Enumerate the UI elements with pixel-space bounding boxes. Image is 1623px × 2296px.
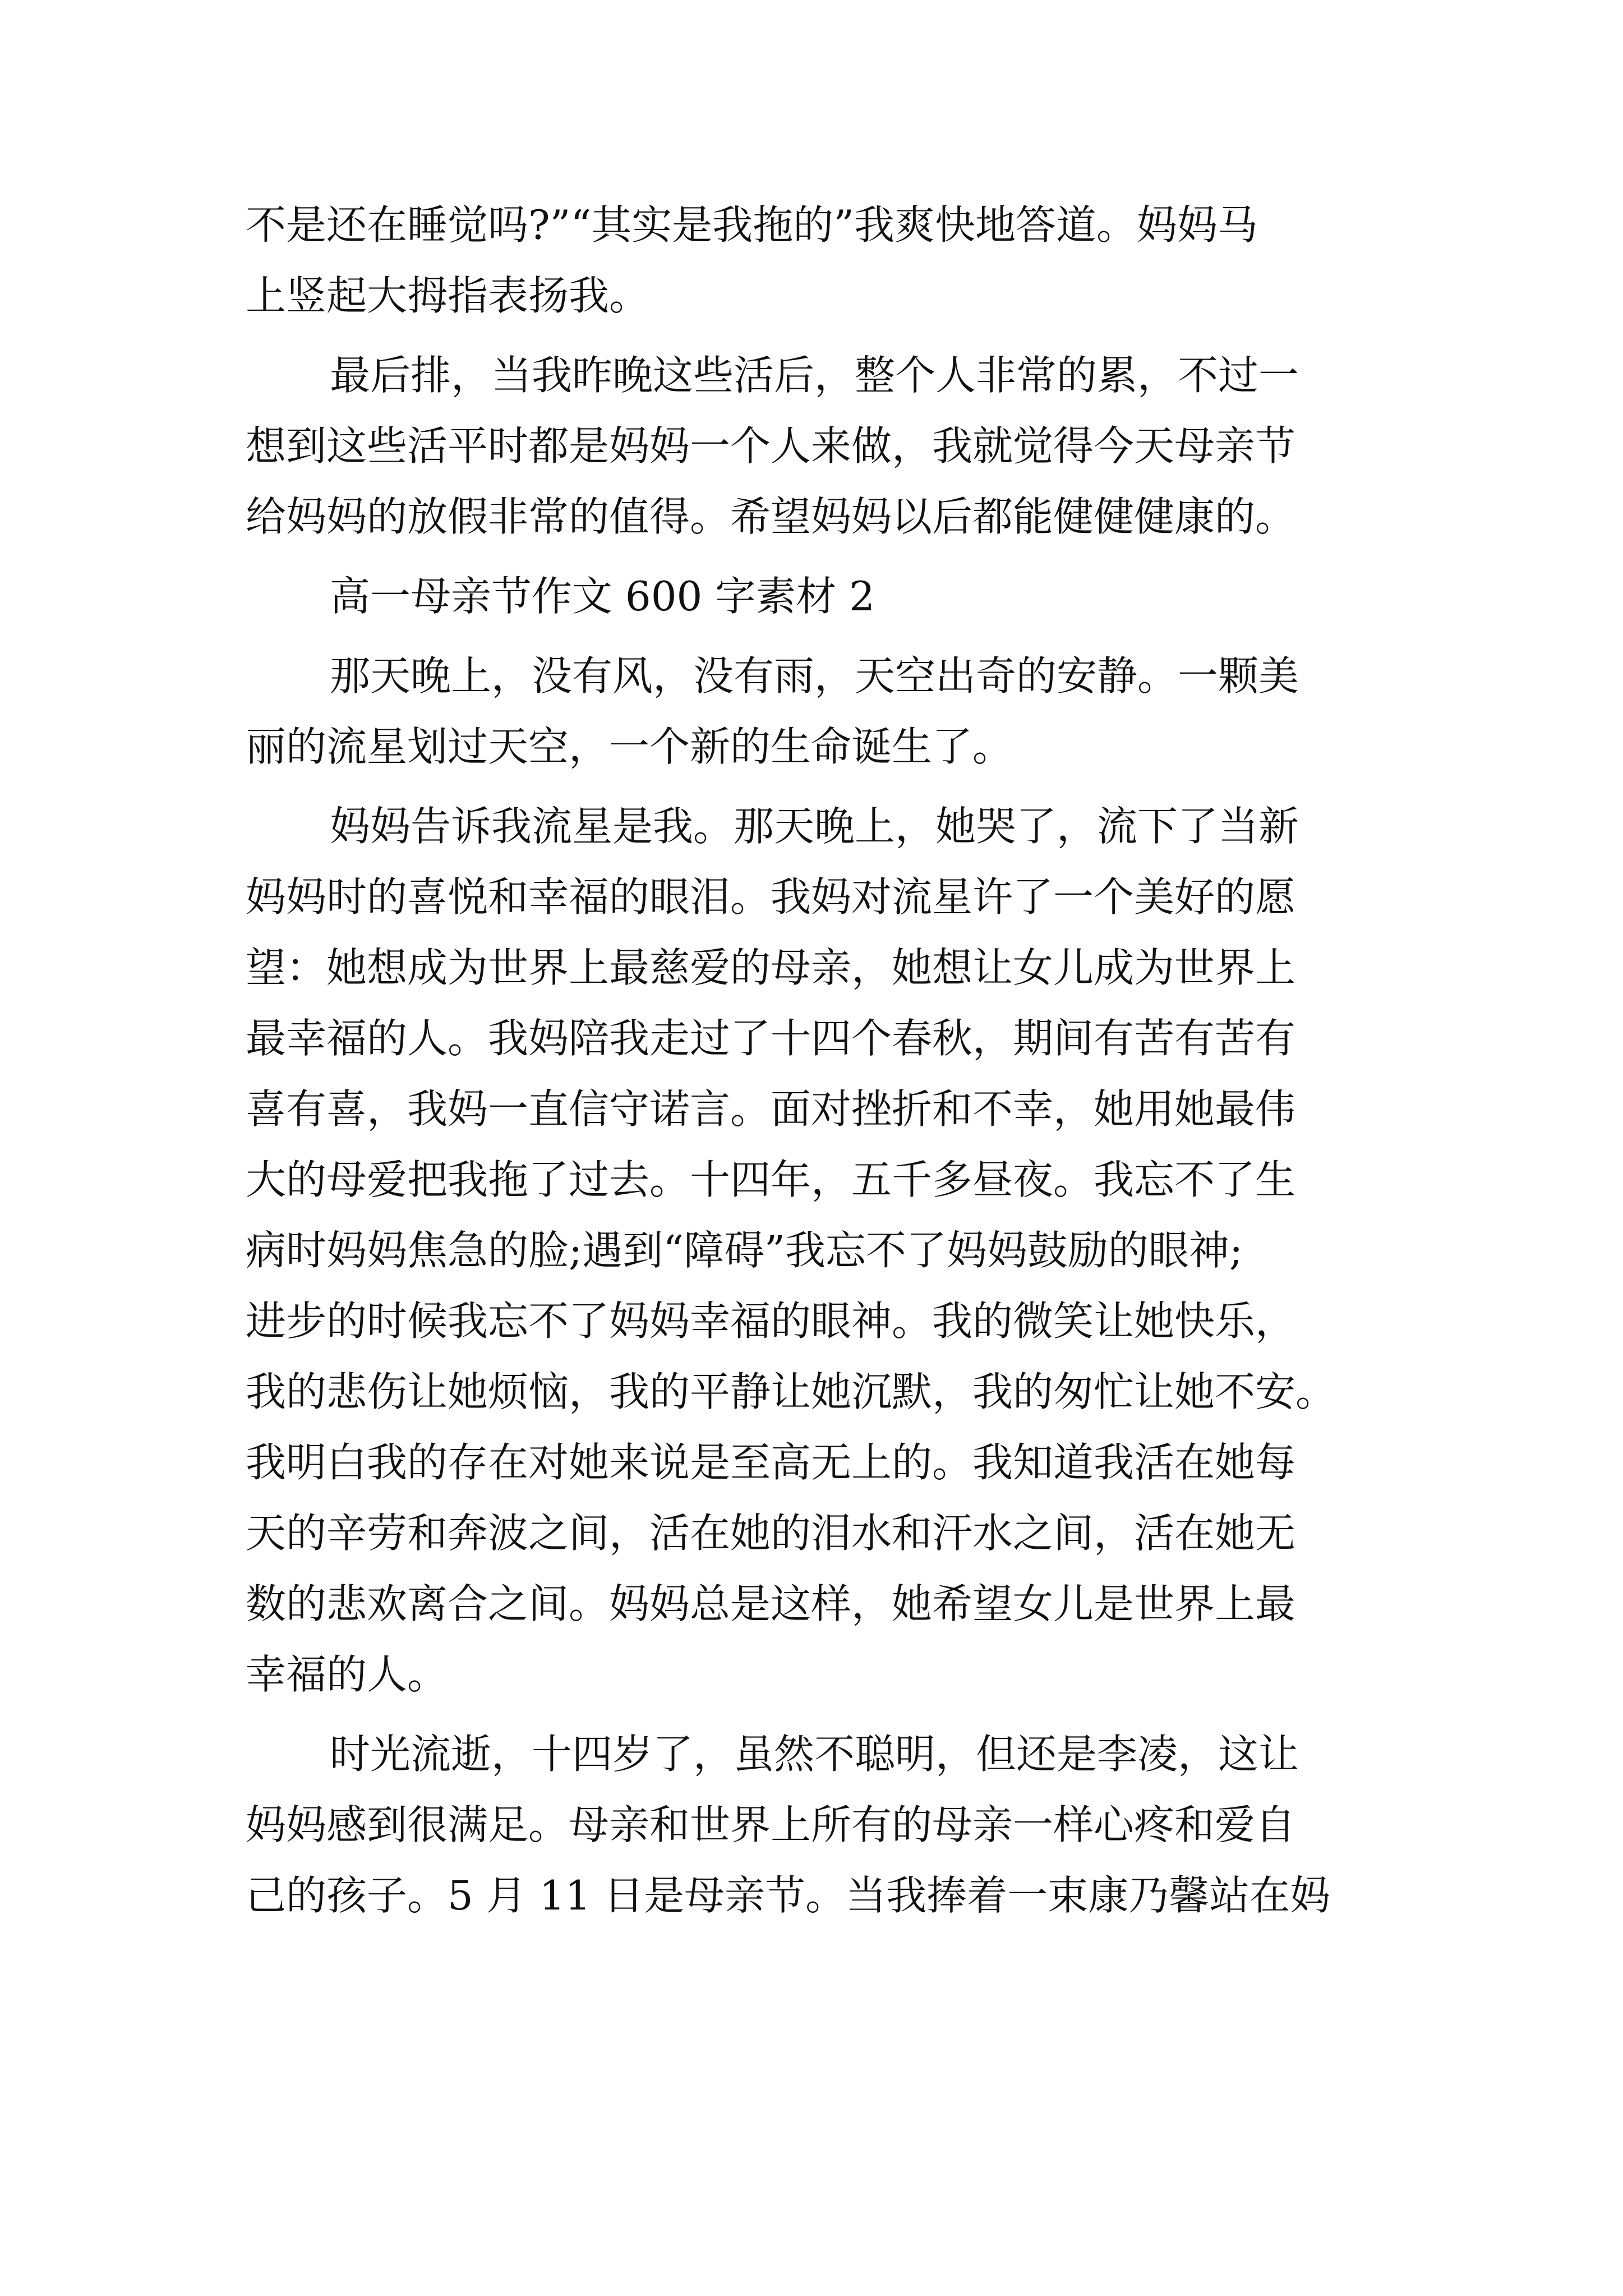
paragraph-line: 幸福的人。: [246, 1651, 448, 1698]
paragraph-line: 给妈妈的放假非常的值得。希望妈妈以后都能健健健康的。: [246, 493, 1296, 540]
document-body: [246, 190, 1384, 1931]
paragraph-line: 我明白我的存在对她来说是至高无上的。我知道我活在她每: [246, 1439, 1296, 1486]
paragraph-line: 妈妈感到很满足。母亲和世界上所有的母亲一样心疼和爱自: [246, 1801, 1296, 1848]
paragraph-line: 上竖起大拇指表扬我。: [246, 272, 650, 319]
paragraph-line: 己的孩子。5 月 11 日是母亲节。当我捧着一束康乃馨站在妈: [246, 1872, 1331, 1919]
section-heading: 高一母亲节作文 600 字素材 2: [330, 573, 875, 620]
paragraph-line: 望：她想成为世界上最慈爱的母亲，她想让女儿成为世界上: [246, 944, 1296, 991]
paragraph-line: 妈妈时的喜悦和幸福的眼泪。我妈对流星许了一个美好的愿: [246, 873, 1296, 921]
paragraph-line: 想到这些活平时都是妈妈一个人来做，我就觉得今天母亲节: [246, 422, 1296, 470]
paragraph-line: 数的悲欢离合之间。妈妈总是这样，她希望女儿是世界上最: [246, 1580, 1296, 1627]
paragraph-line: 那天晚上，没有风，没有雨，天空出奇的安静。一颗美: [330, 652, 1299, 700]
paragraph-line: 不是还在睡觉吗?”“其实是我拖的”我爽快地答道。妈妈马: [246, 201, 1258, 249]
paragraph-line: 天的辛劳和奔波之间，活在她的泪水和汗水之间，活在她无: [246, 1510, 1296, 1557]
paragraph-line: 最后排，当我昨晚这些活后，整个人非常的累，不过一: [330, 352, 1299, 399]
paragraph-line: 我的悲伤让她烦恼，我的平静让她沉默，我的匆忙让她不安。: [246, 1368, 1336, 1415]
paragraph-line: 丽的流星划过天空，一个新的生命诞生了。: [246, 723, 1013, 770]
paragraph-line: 大的母爱把我拖了过去。十四年，五千多昼夜。我忘不了生: [246, 1156, 1296, 1203]
paragraph-line: 时光流逝，十四岁了，虽然不聪明，但还是李凌，这让: [330, 1731, 1299, 1778]
paragraph-line: 最幸福的人。我妈陪我走过了十四个春秋，期间有苦有苦有: [246, 1015, 1296, 1062]
paragraph-line: 妈妈告诉我流星是我。那天晚上，她哭了，流下了当新: [330, 803, 1299, 850]
paragraph-line: 喜有喜，我妈一直信守诺言。面对挫折和不幸，她用她最伟: [246, 1085, 1296, 1133]
paragraph-line: 病时妈妈焦急的脸;遇到“障碍”我忘不了妈妈鼓励的眼神;: [246, 1227, 1243, 1274]
paragraph-line: 进步的时候我忘不了妈妈幸福的眼神。我的微笑让她快乐，: [246, 1297, 1296, 1345]
